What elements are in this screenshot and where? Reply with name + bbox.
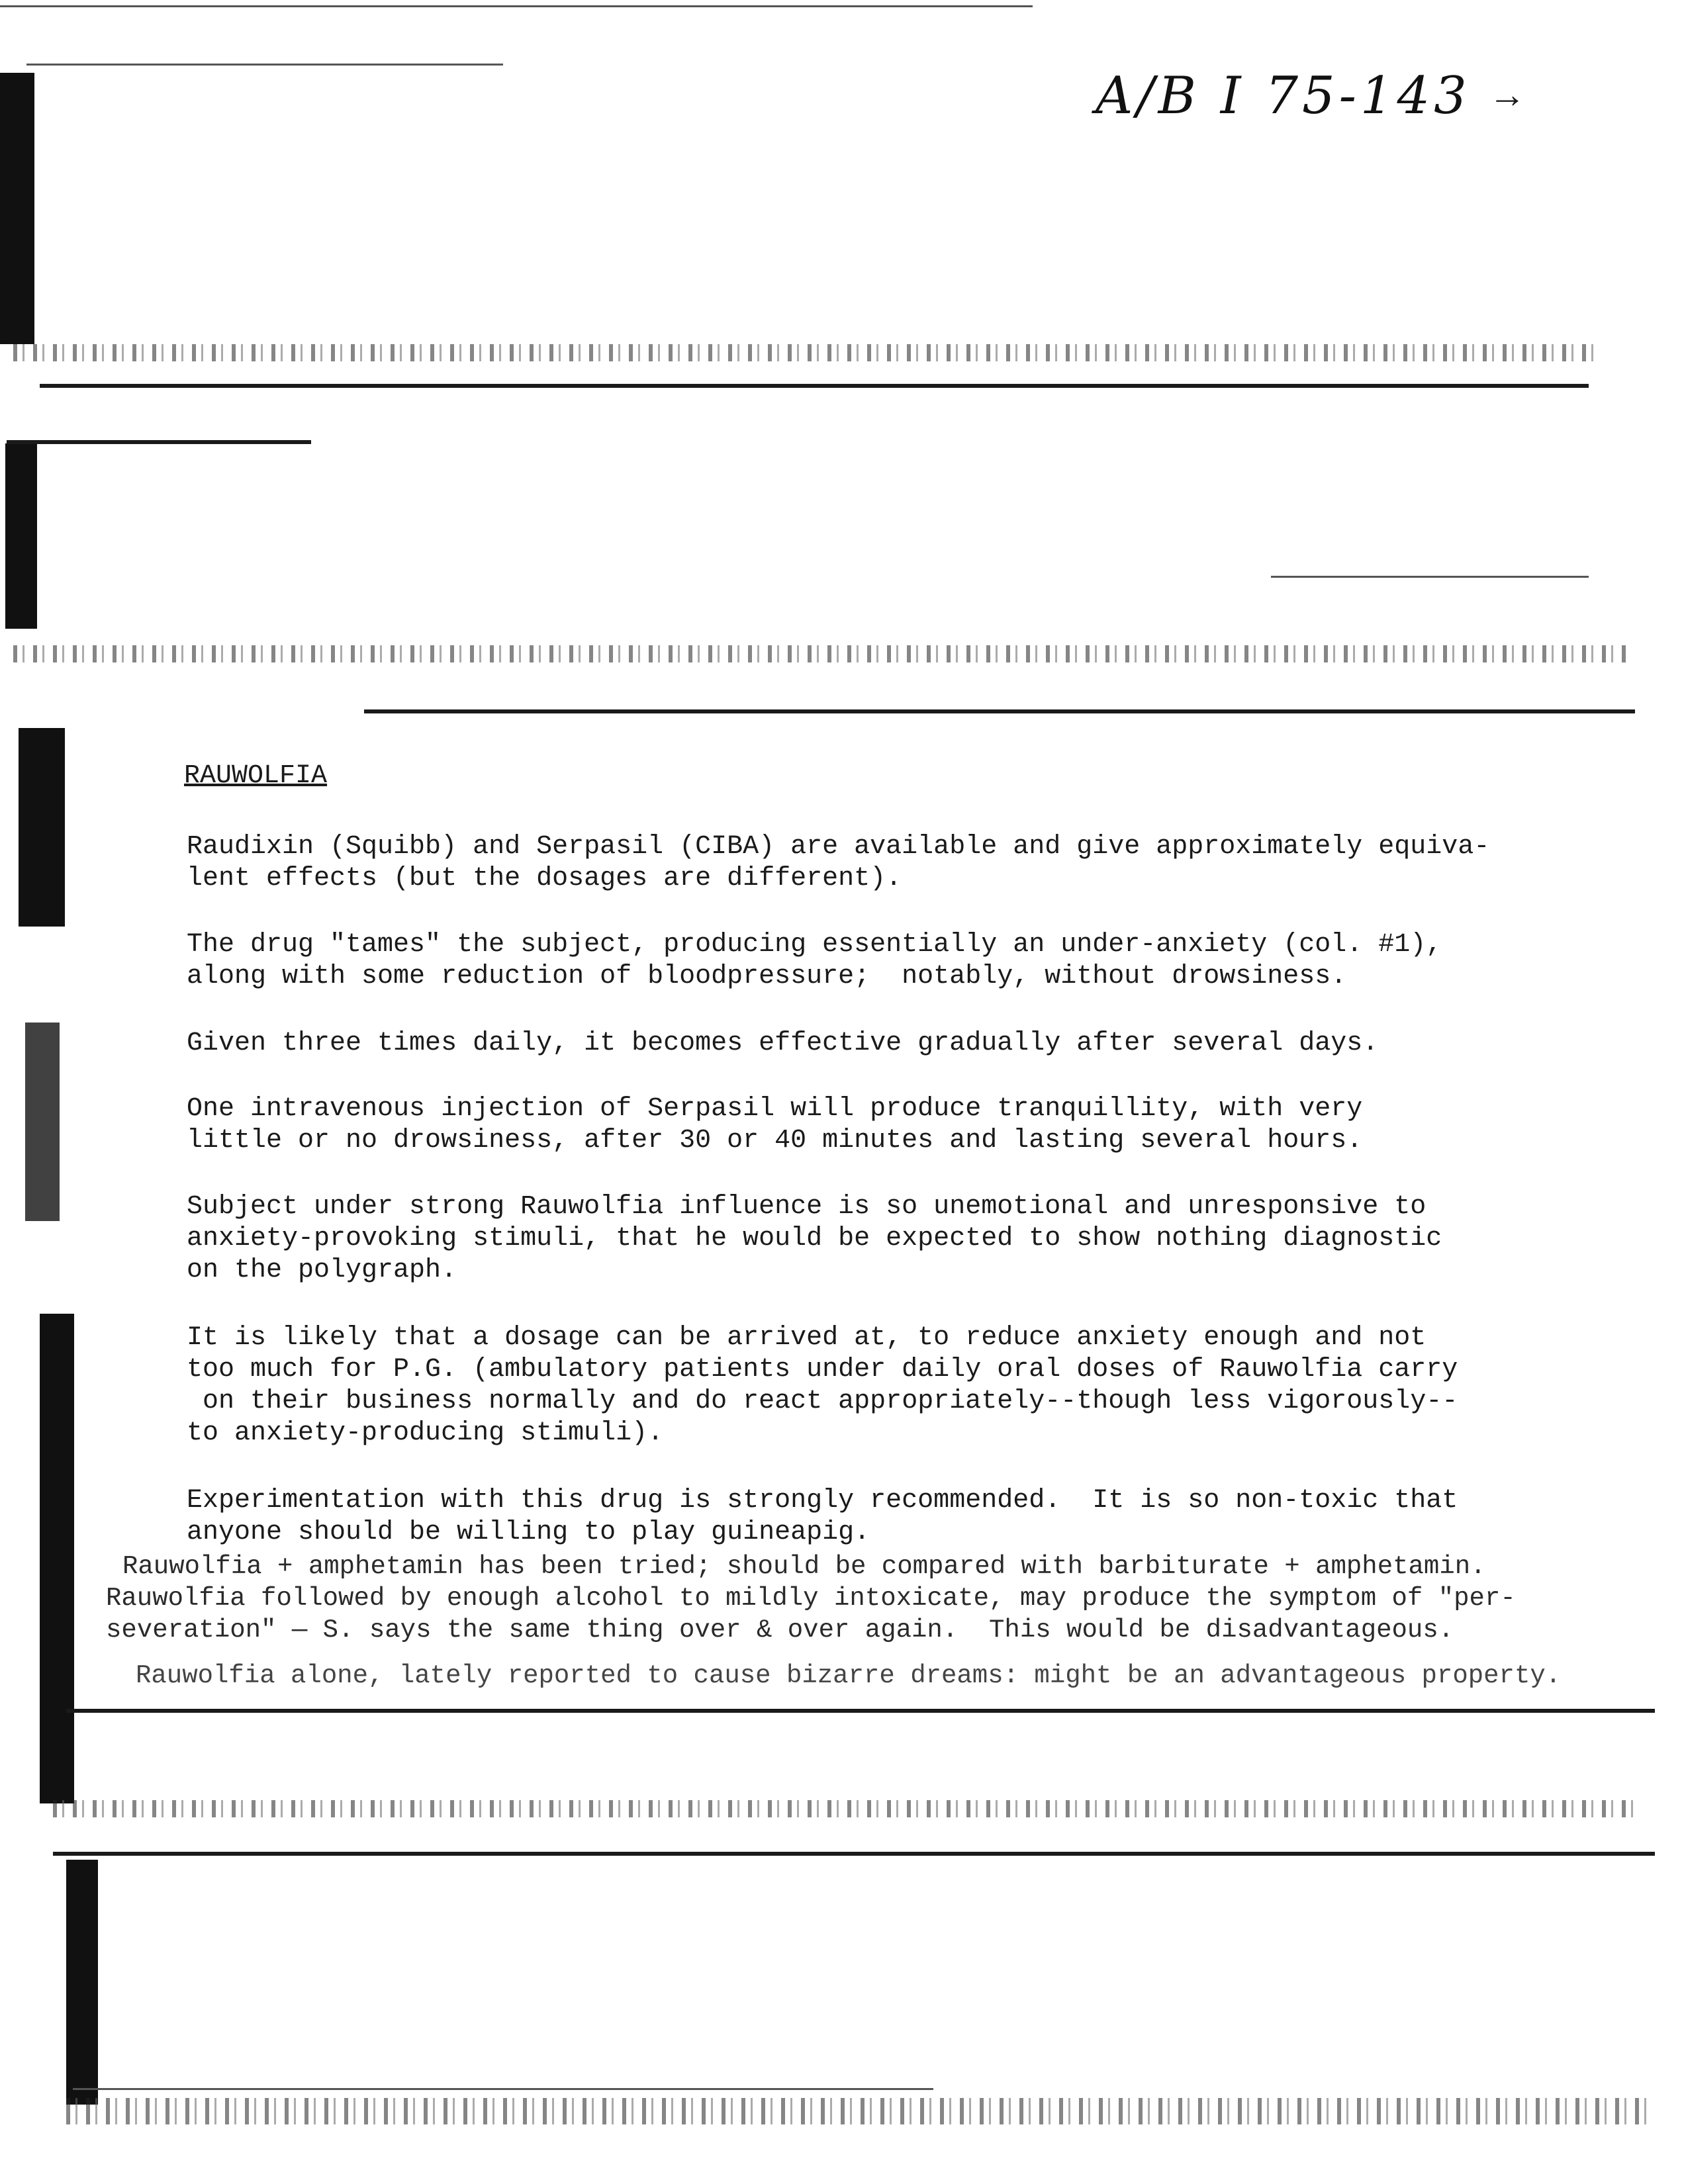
- scan-rule: [26, 64, 503, 66]
- footnote: Rauwolfia + amphetamin has been tried; should be compared with barbiturate + amphetamin.: [122, 1552, 1486, 1581]
- paragraph: It is likely that a dosage can be arrived at, to reduce anxiety enough and not too much for P.G. (ambulatory patients under daily oral doses of Rauwolfia carry on their business normally and do react appropriately--though less vigorously-- to anxiety-producing stimuli).: [187, 1323, 1458, 1448]
- section-heading: RAUWOLFIA: [184, 761, 328, 791]
- footnote: Rauwolfia alone, lately reported to cause bizarre dreams: might be an advantageous property.: [136, 1661, 1562, 1690]
- binding-bar: [40, 1314, 74, 1803]
- paragraph: The drug "tames" the subject, producing essentially an under-anxiety (col. #1), along with some reduction of bloodpressure; notably, without drowsiness.: [187, 930, 1442, 991]
- binding-bar: [19, 728, 65, 927]
- binding-bar: [5, 443, 37, 629]
- scan-rule: [66, 1709, 1655, 1713]
- paragraph: Given three times daily, it becomes effective gradually after several days.: [187, 1028, 1379, 1058]
- scan-rule: [1271, 576, 1589, 578]
- paragraph: Raudixin (Squibb) and Serpasil (CIBA) are available and give approximately equiva- lent effects (but the dosages are different).: [187, 832, 1490, 893]
- paragraph: One intravenous injection of Serpasil will produce tranquillity, with very little or no drowsiness, after 30 or 40 minutes and lasting several hours.: [187, 1094, 1363, 1156]
- footnote: Rauwolfia followed by enough alcohol to mildly intoxicate, may produce the symptom of "per- severation" — S. says the same thing over & over again. This would be disadvantageous.: [106, 1584, 1516, 1645]
- scan-noise: [13, 344, 1602, 361]
- scan-rule: [7, 440, 311, 444]
- scan-noise: [13, 645, 1628, 662]
- binding-bar: [0, 73, 34, 344]
- binding-bar: [25, 1023, 60, 1221]
- scan-rule: [364, 709, 1635, 713]
- paragraph: Experimentation with this drug is strongly recommended. It is so non-toxic that anyone should be willing to play guineapig.: [187, 1486, 1458, 1547]
- scan-rule: [53, 1852, 1655, 1856]
- binding-bar: [66, 1860, 98, 2105]
- scan-noise: [53, 1800, 1642, 1817]
- scan-noise: [66, 2098, 1655, 2124]
- scan-rule: [0, 5, 1033, 7]
- scan-rule: [40, 384, 1589, 388]
- paragraph: Subject under strong Rauwolfia influence is so unemotional and unresponsive to anxiety-provoking stimuli, that he would be expected to show nothing diagnostic on the polygraph.: [187, 1192, 1442, 1285]
- scan-rule: [73, 2088, 933, 2090]
- arrow-icon: →: [1496, 76, 1519, 118]
- document-reference-stamp: A/B I 75-143: [1096, 66, 1471, 126]
